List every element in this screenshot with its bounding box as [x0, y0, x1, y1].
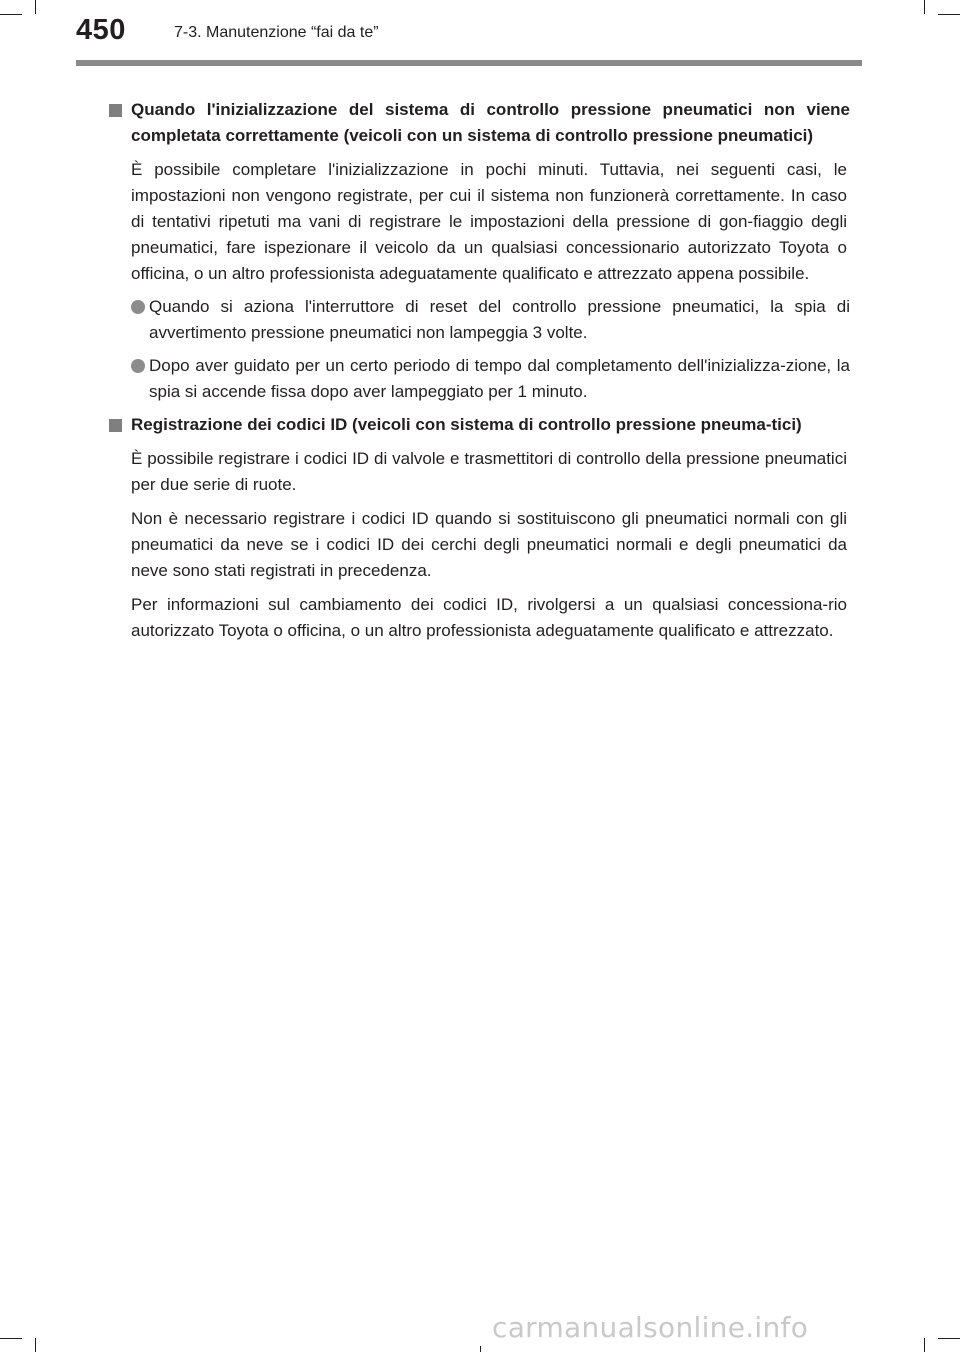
list-item-text: Quando si aziona l'interruttore di reset del controllo pressione pneumatici, la spia di avvertimento pressione pneumatici non lampeggia 3 volte.	[149, 297, 850, 342]
paragraph: Per informazioni sul cambiamento dei codici ID, rivolgersi a un qualsiasi concessiona-rio autorizzato Toyota o officina, o un altro professionista adeguatamente qualificato e attrezzato.	[131, 595, 847, 640]
section-heading-text: Registrazione dei codici ID (veicoli con sistema di controllo pressione pneuma-tici)	[131, 415, 802, 434]
crop-mark	[938, 1338, 960, 1339]
list-item	[131, 353, 850, 405]
crop-mark	[480, 1346, 481, 1352]
list-item	[131, 294, 850, 346]
round-bullet-icon	[131, 359, 145, 373]
crop-mark	[924, 0, 925, 14]
header-rule	[76, 60, 862, 66]
crop-mark	[938, 14, 960, 15]
section-title: 7-3. Manutenzione “fai da te”	[174, 24, 379, 41]
square-bullet-icon	[109, 419, 122, 432]
page-content	[109, 97, 850, 644]
crop-mark	[924, 1338, 925, 1352]
section-heading	[109, 97, 850, 149]
crop-mark	[0, 14, 22, 15]
section-heading	[109, 412, 850, 438]
list-item-text: Dopo aver guidato per un certo periodo di tempo dal completamento dell'inizializza-zione, la spia si accende fissa dopo aver lampeggiato per 1 minuto.	[149, 356, 850, 401]
round-bullet-icon	[131, 300, 145, 314]
paragraph: Non è necessario registrare i codici ID quando si sostituiscono gli pneumatici normali con gli pneumatici da neve se i codici ID dei cerchi degli pneumatici normali e degli pneumatici da neve sono stati registrati in precedenza.	[131, 509, 847, 580]
watermark: carmanualsonline.info	[492, 1311, 809, 1344]
page-number: 450	[76, 14, 126, 46]
crop-mark	[35, 0, 36, 14]
paragraph: È possibile completare l'inizializzazione in pochi minuti. Tuttavia, nei seguenti casi, le impostazioni non vengono registrate, per cui il sistema non funzionerà correttamente. In caso di tentativi ripetuti ma vani di registrare le impostazioni della pressione di gon-fiaggio degli pneumatici, fare ispezionare il veicolo da un qualsiasi concessionario autorizzato Toyota o officina, o un altro professionista adeguatamente qualificato e attrezzato appena possibile.	[131, 160, 847, 283]
crop-mark	[0, 1338, 22, 1339]
section-heading-text: Quando l'inizializzazione del sistema di controllo pressione pneumatici non viene completata correttamente (veicoli con un sistema di controllo pressione pneumatici)	[131, 100, 850, 145]
crop-mark	[35, 1338, 36, 1352]
paragraph: È possibile registrare i codici ID di valvole e trasmettitori di controllo della pressione pneumatici per due serie di ruote.	[131, 449, 847, 494]
square-bullet-icon	[109, 104, 122, 117]
